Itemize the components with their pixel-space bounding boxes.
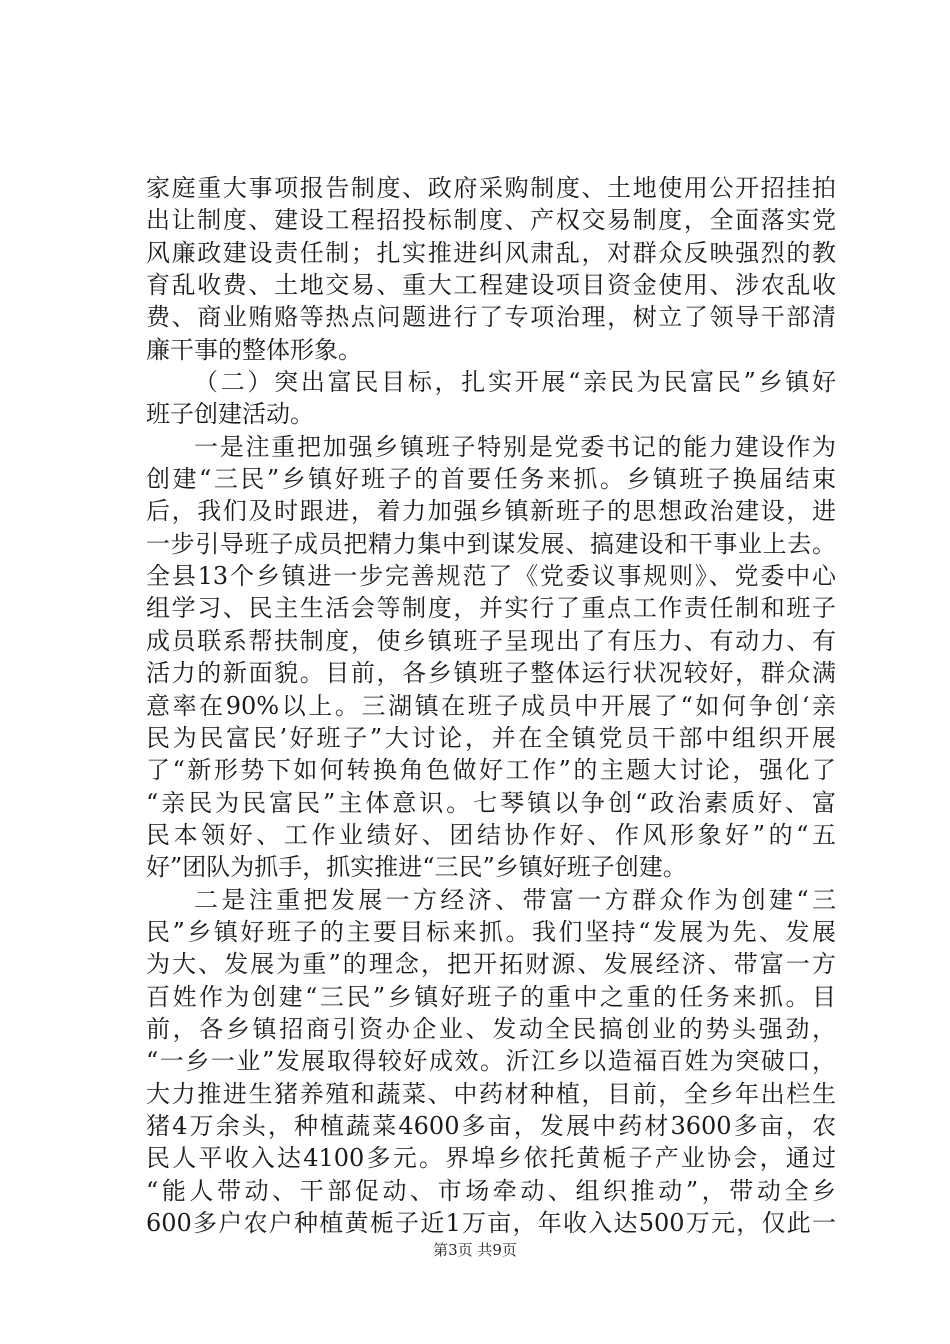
text-line: 一步引导班子成员把精力集中到谋发展、搞建设和干事业上去。 bbox=[146, 529, 836, 558]
text-line: 猪4万余头，种植蔬菜4600多亩，发展中药材3600多亩，农 bbox=[146, 1111, 836, 1140]
text-line: 前，各乡镇招商引资办企业、发动全民搞创业的势头强劲， bbox=[146, 1014, 836, 1043]
text-line: 家庭重大事项报告制度、政府采购制度、土地使用公开招挂拍 bbox=[146, 174, 836, 202]
text-line: 民为民富民’好班子”大讨论，并在全镇党员干部中组织开展 bbox=[146, 723, 836, 752]
text-line: 组学习、民主生活会等制度，并实行了重点工作责任制和班子 bbox=[146, 594, 836, 623]
text-line: 费、商业贿赂等热点问题进行了专项治理，树立了领导干部清 bbox=[146, 303, 836, 332]
text-line: 大力推进生猪养殖和蔬菜、中药材种植，目前，全乡年出栏生 bbox=[146, 1079, 836, 1108]
text-line: 班子创建活动。 bbox=[146, 400, 314, 429]
text-line: 后，我们及时跟进，着力加强乡镇新班子的思想政治建设，进 bbox=[146, 497, 836, 526]
text-line: 好”团队为抓手，抓实推进“三民”乡镇好班子创建。 bbox=[146, 853, 687, 882]
text-line: 创建“三民”乡镇好班子的首要任务来抓。乡镇班子换届结束 bbox=[146, 465, 836, 494]
document-body bbox=[146, 172, 836, 1239]
text-line: 意率在90%以上。三湖镇在班子成员中开展了“如何争创‘亲 bbox=[146, 691, 836, 720]
text-line: 全县13个乡镇进一步完善规范了《党委议事规则》、党委中心 bbox=[146, 562, 836, 591]
text-line: 二是注重把发展一方经济、带富一方群众作为创建“三 bbox=[194, 885, 836, 914]
text-line: 民本领好、工作业绩好、团结协作好、作风形象好”的“五 bbox=[146, 820, 836, 849]
text-line: 成员联系帮扶制度，使乡镇班子呈现出了有压力、有动力、有 bbox=[146, 626, 836, 655]
text-line: 育乱收费、土地交易、重大工程建设项目资金使用、涉农乱收 bbox=[146, 271, 836, 300]
text-line: 为大、发展为重”的理念，把开拓财源、发展经济、带富一方 bbox=[146, 950, 836, 979]
text-line: 廉干事的整体形象。 bbox=[146, 335, 362, 364]
text-line: 风廉政建设责任制；扎实推进纠风肃乱，对群众反映强烈的教 bbox=[146, 238, 836, 267]
text-line: 出让制度、建设工程招投标制度、产权交易制度，全面落实党 bbox=[146, 206, 836, 235]
text-line: “亲民为民富民”主体意识。七琴镇以争创“政治素质好、富 bbox=[146, 788, 836, 817]
text-line: 百姓作为创建“三民”乡镇好班子的重中之重的任务来抓。目 bbox=[146, 982, 836, 1011]
page-footer: 第3页 共9页 bbox=[433, 1241, 517, 1259]
text-line: 一是注重把加强乡镇班子特别是党委书记的能力建设作为 bbox=[194, 432, 836, 461]
text-line: 了“新形势下如何转换角色做好工作”的主题大讨论，强化了 bbox=[146, 756, 836, 785]
text-line: “一乡一业”发展取得较好成效。沂江乡以造福百姓为突破口， bbox=[146, 1047, 836, 1076]
text-line: （二）突出富民目标，扎实开展“亲民为民富民”乡镇好 bbox=[194, 368, 836, 397]
text-line: 民人平收入达4100多元。界埠乡依托黄栀子产业协会，通过 bbox=[146, 1144, 836, 1173]
text-line: “能人带动、干部促动、市场牵动、组织推动”，带动全乡 bbox=[146, 1176, 836, 1205]
text-line: 活力的新面貌。目前，各乡镇班子整体运行状况较好，群众满 bbox=[146, 659, 836, 688]
text-line: 600多户农户种植黄栀子近1万亩，年收入达500万元，仅此一 bbox=[146, 1209, 836, 1237]
text-line: 民”乡镇好班子的主要目标来抓。我们坚持“发展为先、发展 bbox=[146, 917, 836, 946]
